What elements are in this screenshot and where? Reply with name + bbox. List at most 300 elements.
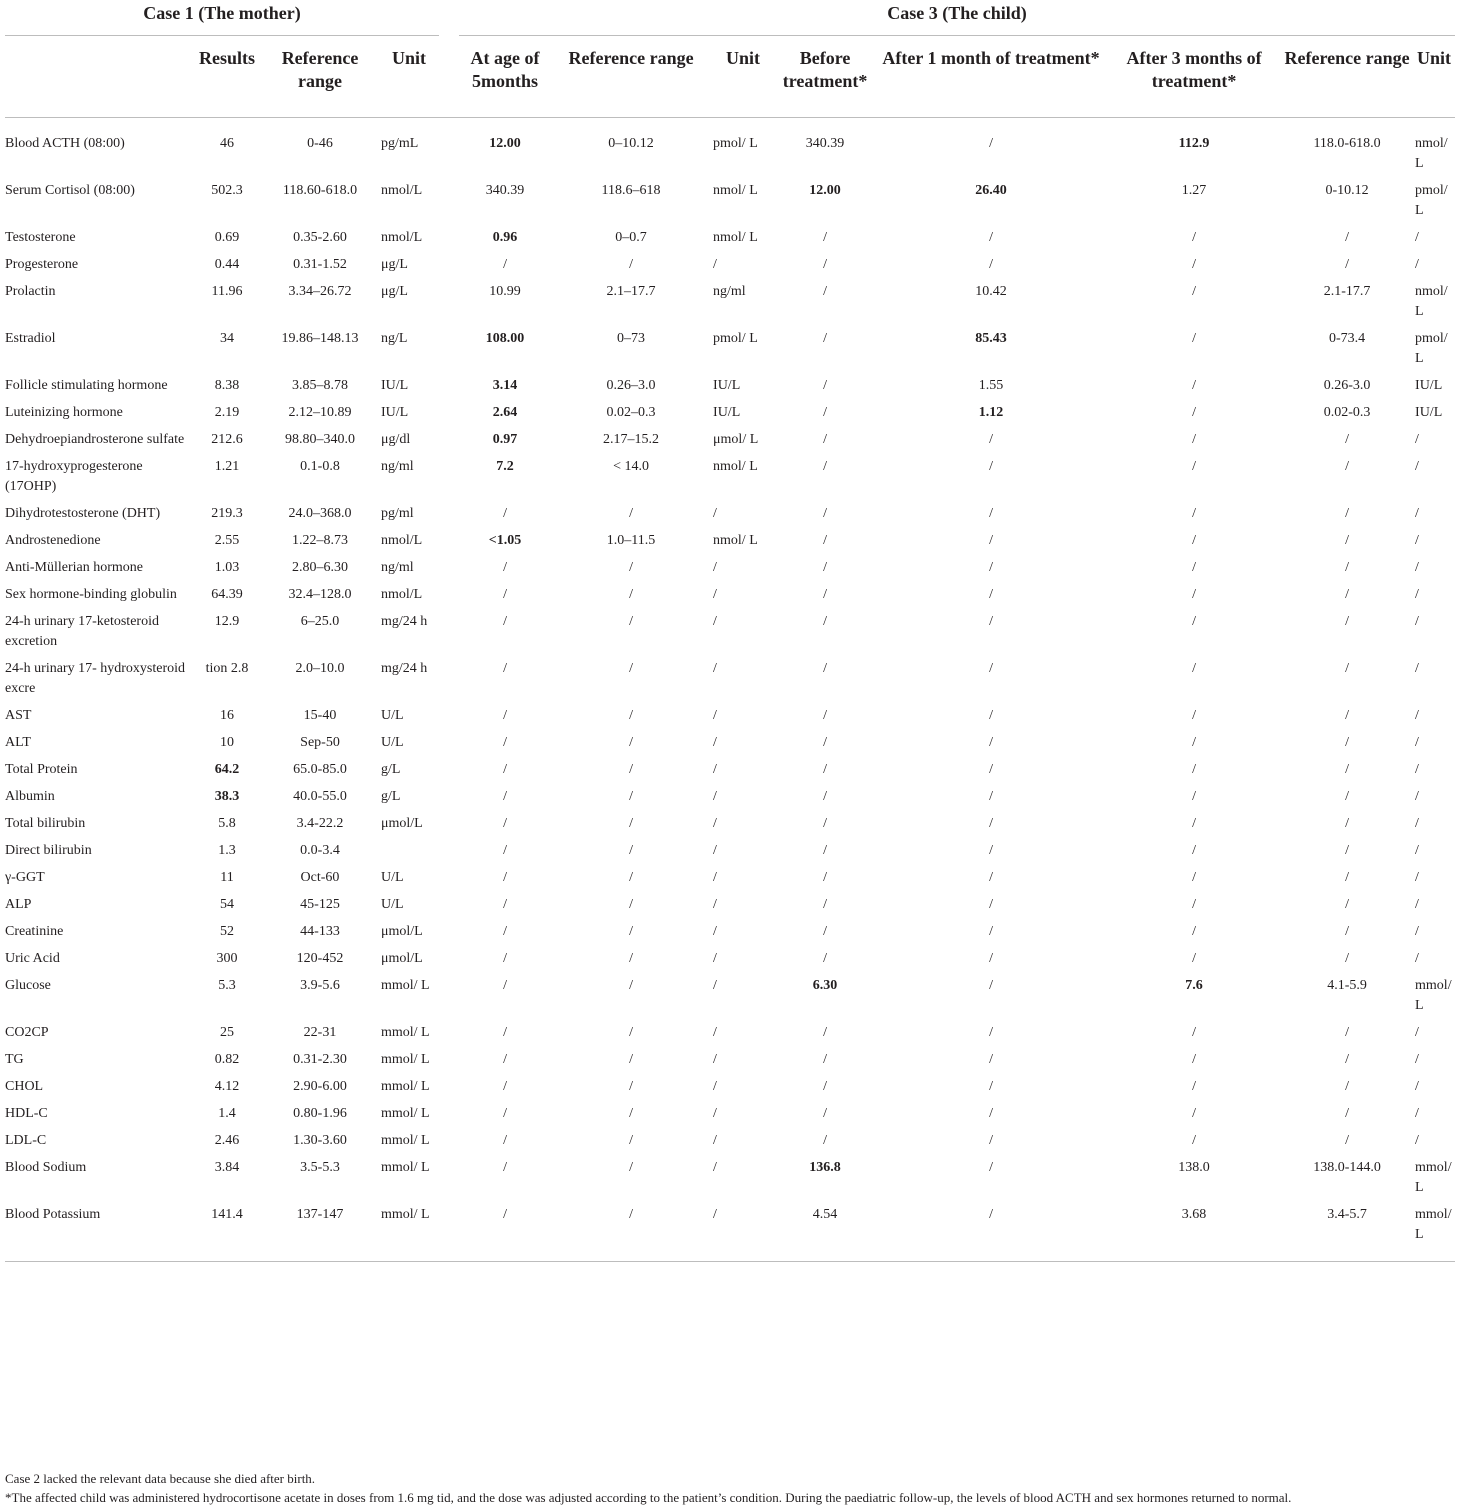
parameter-name: Testosterone bbox=[5, 230, 76, 245]
header-reference-range-treatment: Reference range bbox=[1281, 36, 1413, 118]
treatment-reference-range: / bbox=[1345, 533, 1349, 548]
treatment-reference-range: / bbox=[1345, 924, 1349, 939]
column-gap bbox=[439, 221, 459, 248]
reference-range: 19.86–148.13 bbox=[281, 331, 359, 346]
table-row bbox=[5, 1151, 1455, 1198]
after-3-months-value: / bbox=[1192, 661, 1196, 676]
after-3-months-value: / bbox=[1192, 1133, 1196, 1148]
treatment-reference-range: / bbox=[1345, 230, 1349, 245]
after-1-month-value: / bbox=[989, 1160, 993, 1175]
table-row bbox=[5, 118, 1455, 175]
header-reference-range-age: Reference range bbox=[551, 36, 711, 118]
after-3-months-value: / bbox=[1192, 816, 1196, 831]
reference-range: 3.85–8.78 bbox=[292, 378, 348, 393]
table-row bbox=[5, 174, 1455, 221]
after-1-month-value: / bbox=[989, 978, 993, 993]
reference-range: 6–25.0 bbox=[300, 614, 340, 629]
header-after-3-months: After 3 months of treatment* bbox=[1107, 36, 1281, 118]
table-row bbox=[5, 578, 1455, 605]
treatment-unit: / bbox=[1415, 951, 1419, 966]
after-3-months-value: 112.9 bbox=[1178, 136, 1210, 151]
before-treatment-value: 6.30 bbox=[812, 978, 838, 993]
age-reference-range: 0–10.12 bbox=[608, 136, 654, 151]
after-1-month-value: / bbox=[989, 1025, 993, 1040]
age-unit: nmol/ L bbox=[713, 533, 758, 548]
unit bbox=[379, 834, 439, 861]
reference-range: 137-147 bbox=[261, 1198, 379, 1262]
age-reference-range: 2.17–15.2 bbox=[603, 432, 660, 447]
age-5months-value: / bbox=[503, 924, 507, 939]
header-gap bbox=[439, 36, 459, 118]
unit: nmol/L bbox=[381, 533, 423, 548]
table-row bbox=[5, 450, 1455, 497]
unit: μg/L bbox=[381, 257, 408, 272]
age-unit: / bbox=[713, 1079, 717, 1094]
column-gap bbox=[439, 524, 459, 551]
table-row bbox=[5, 275, 1455, 322]
age-unit: / bbox=[713, 257, 717, 272]
age-unit: / bbox=[713, 708, 717, 723]
reference-range: 0-46 bbox=[307, 136, 333, 151]
result: 5.3 bbox=[218, 978, 236, 993]
reference-range: 0.31-1.52 bbox=[293, 257, 347, 272]
age-5months-value: / bbox=[503, 1160, 507, 1175]
age-reference-range: / bbox=[629, 506, 633, 521]
case3-caption: Case 3 (The child) bbox=[459, 0, 1455, 36]
treatment-unit: / bbox=[1415, 897, 1419, 912]
after-1-month-value: / bbox=[989, 560, 993, 575]
after-1-month-value: / bbox=[989, 1052, 993, 1067]
result: 0.69 bbox=[214, 230, 240, 245]
parameter-name: Creatinine bbox=[5, 924, 64, 939]
age-reference-range: / bbox=[629, 789, 633, 804]
parameter-name: 24-h urinary 17- hydroxysteroid excre bbox=[5, 661, 186, 696]
treatment-unit: / bbox=[1415, 560, 1419, 575]
treatment-reference-range: / bbox=[1345, 951, 1349, 966]
age-5months-value: / bbox=[459, 1198, 551, 1262]
treatment-unit: / bbox=[1415, 614, 1419, 629]
age-5months-value: / bbox=[503, 870, 507, 885]
header-parameter bbox=[5, 36, 193, 118]
parameter-name: HDL-C bbox=[5, 1106, 48, 1121]
before-treatment-value: / bbox=[823, 816, 827, 831]
treatment-unit: / bbox=[1415, 870, 1419, 885]
after-3-months-value: / bbox=[1192, 951, 1196, 966]
age-unit: / bbox=[713, 560, 717, 575]
unit: ng/ml bbox=[381, 459, 414, 474]
before-treatment-value: / bbox=[823, 533, 827, 548]
table-row bbox=[5, 807, 1455, 834]
age-reference-range: 0.02–0.3 bbox=[606, 405, 656, 420]
treatment-reference-range: 0.02-0.3 bbox=[1323, 405, 1371, 420]
unit: μmol/L bbox=[381, 951, 423, 966]
before-treatment-value: / bbox=[823, 230, 827, 245]
column-gap bbox=[439, 807, 459, 834]
result: 1.21 bbox=[214, 459, 240, 474]
footnote-case2: Case 2 lacked the relevant data because she died after birth. bbox=[5, 1471, 316, 1486]
result: 46 bbox=[220, 136, 234, 151]
age-unit: / bbox=[713, 870, 717, 885]
column-gap bbox=[439, 1151, 459, 1198]
header-unit-case1: Unit bbox=[379, 36, 439, 118]
result: 64.2 bbox=[214, 762, 240, 777]
age-5months-value: / bbox=[503, 708, 507, 723]
age-reference-range: / bbox=[629, 661, 633, 676]
table-row bbox=[5, 221, 1455, 248]
before-treatment-value: / bbox=[823, 432, 827, 447]
header-before-treatment: Before treatment* bbox=[775, 36, 875, 118]
result: 4.12 bbox=[214, 1079, 240, 1094]
treatment-reference-range: / bbox=[1345, 614, 1349, 629]
table-row bbox=[5, 942, 1455, 969]
parameter-name: Blood Sodium bbox=[5, 1160, 87, 1175]
result: 11.96 bbox=[211, 284, 243, 299]
after-3-months-value: / bbox=[1192, 405, 1196, 420]
treatment-unit: / bbox=[1415, 924, 1419, 939]
result: 64.39 bbox=[211, 587, 243, 602]
unit: μmol/L bbox=[381, 816, 423, 831]
treatment-unit: IU/L bbox=[1415, 405, 1443, 420]
treatment-reference-range: / bbox=[1345, 1052, 1349, 1067]
table-row bbox=[5, 322, 1455, 369]
age-unit: IU/L bbox=[713, 378, 741, 393]
treatment-unit: pmol/ L bbox=[1415, 331, 1448, 366]
parameter-name: Follicle stimulating hormone bbox=[5, 378, 168, 393]
treatment-unit: pmol/ L bbox=[1415, 183, 1448, 218]
reference-range: 44-133 bbox=[300, 924, 340, 939]
before-treatment-value: / bbox=[823, 870, 827, 885]
age-5months-value: / bbox=[503, 978, 507, 993]
treatment-reference-range: 4.1-5.9 bbox=[1327, 978, 1367, 993]
after-3-months-value: / bbox=[1192, 1106, 1196, 1121]
age-unit: / bbox=[713, 614, 717, 629]
treatment-reference-range: 138.0-144.0 bbox=[1313, 1160, 1381, 1175]
result: 141.4 bbox=[193, 1198, 261, 1262]
header-reference-range-case1: Reference range bbox=[261, 36, 379, 118]
age-unit: / bbox=[713, 789, 717, 804]
treatment-reference-range: / bbox=[1345, 560, 1349, 575]
unit: mmol/ L bbox=[381, 1133, 430, 1148]
age-reference-range: 0–0.7 bbox=[615, 230, 647, 245]
after-1-month-value: / bbox=[989, 708, 993, 723]
age-unit: / bbox=[711, 1198, 775, 1262]
reference-range: 3.34–26.72 bbox=[288, 284, 352, 299]
column-gap bbox=[439, 605, 459, 652]
after-1-month-value: / bbox=[989, 843, 993, 858]
before-treatment-value: / bbox=[823, 951, 827, 966]
after-1-month-value: / bbox=[875, 1198, 1107, 1262]
treatment-unit: / bbox=[1415, 257, 1419, 272]
result: 16 bbox=[220, 708, 234, 723]
age-5months-value: / bbox=[503, 1106, 507, 1121]
unit: mmol/ L bbox=[381, 978, 430, 993]
after-1-month-value: / bbox=[989, 459, 993, 474]
column-gap bbox=[439, 942, 459, 969]
parameter-name: LDL-C bbox=[5, 1133, 47, 1148]
table-row bbox=[5, 1070, 1455, 1097]
unit: mmol/ L bbox=[381, 1106, 430, 1121]
parameter-name: Dihydrotestosterone (DHT) bbox=[5, 506, 161, 521]
age-reference-range: / bbox=[629, 560, 633, 575]
age-unit: pmol/ L bbox=[713, 136, 758, 151]
parameter-name: γ-GGT bbox=[5, 870, 45, 885]
after-1-month-value: / bbox=[989, 870, 993, 885]
age-reference-range: / bbox=[629, 1025, 633, 1040]
table-row bbox=[5, 1124, 1455, 1151]
column-gap bbox=[439, 275, 459, 322]
age-5months-value: / bbox=[503, 506, 507, 521]
unit: nmol/L bbox=[381, 587, 423, 602]
age-5months-value: 2.64 bbox=[492, 405, 518, 420]
after-1-month-value: 85.43 bbox=[975, 331, 1007, 346]
before-treatment-value: / bbox=[823, 1079, 827, 1094]
age-unit: / bbox=[713, 1025, 717, 1040]
age-reference-range: 2.1–17.7 bbox=[606, 284, 656, 299]
reference-range: 2.12–10.89 bbox=[288, 405, 352, 420]
treatment-unit: / bbox=[1415, 816, 1419, 831]
after-3-months-value: / bbox=[1192, 897, 1196, 912]
unit: ng/ml bbox=[381, 560, 414, 575]
treatment-unit: / bbox=[1415, 789, 1419, 804]
after-1-month-value: / bbox=[989, 614, 993, 629]
after-1-month-value: / bbox=[989, 661, 993, 676]
before-treatment-value: / bbox=[823, 378, 827, 393]
treatment-unit: nmol/ L bbox=[1415, 284, 1448, 319]
unit: μg/L bbox=[381, 284, 408, 299]
table-row bbox=[5, 915, 1455, 942]
age-reference-range: / bbox=[629, 951, 633, 966]
age-5months-value: / bbox=[503, 560, 507, 575]
table-row bbox=[5, 1097, 1455, 1124]
before-treatment-value: / bbox=[823, 735, 827, 750]
age-5months-value: 3.14 bbox=[492, 378, 518, 393]
parameter-name: Anti-Müllerian hormone bbox=[5, 560, 144, 575]
column-gap bbox=[439, 1124, 459, 1151]
result: 10 bbox=[220, 735, 234, 750]
table-row bbox=[5, 969, 1455, 1016]
unit: pg/mL bbox=[381, 136, 419, 151]
treatment-reference-range: 0-10.12 bbox=[1325, 183, 1369, 198]
after-3-months-value: / bbox=[1192, 587, 1196, 602]
result: 219.3 bbox=[211, 506, 243, 521]
after-3-months-value: 3.68 bbox=[1107, 1198, 1281, 1262]
treatment-unit: IU/L bbox=[1415, 378, 1443, 393]
after-1-month-value: / bbox=[989, 1133, 993, 1148]
reference-range: 40.0-55.0 bbox=[293, 789, 347, 804]
treatment-unit: / bbox=[1415, 1106, 1419, 1121]
age-5months-value: 0.96 bbox=[492, 230, 518, 245]
age-reference-range: / bbox=[629, 1160, 633, 1175]
age-5months-value: 10.99 bbox=[489, 284, 521, 299]
after-3-months-value: / bbox=[1192, 735, 1196, 750]
after-1-month-value: / bbox=[989, 432, 993, 447]
parameter-name: Sex hormone-binding globulin bbox=[5, 587, 177, 602]
age-5months-value: / bbox=[503, 843, 507, 858]
after-3-months-value: / bbox=[1192, 459, 1196, 474]
before-treatment-value: / bbox=[823, 1052, 827, 1067]
treatment-unit: mmol/ L bbox=[1413, 1198, 1455, 1262]
after-1-month-value: 1.12 bbox=[978, 405, 1004, 420]
column-gap bbox=[439, 915, 459, 942]
age-unit: / bbox=[713, 897, 717, 912]
header-after-1-month: After 1 month of treatment* bbox=[875, 36, 1107, 118]
column-gap bbox=[439, 551, 459, 578]
result: 52 bbox=[220, 924, 234, 939]
column-gap bbox=[439, 322, 459, 369]
reference-range: 0.1-0.8 bbox=[300, 459, 340, 474]
age-unit: / bbox=[713, 1052, 717, 1067]
age-5months-value: 108.00 bbox=[485, 331, 525, 346]
unit: μmol/L bbox=[381, 924, 423, 939]
age-reference-range: / bbox=[629, 870, 633, 885]
treatment-unit: / bbox=[1415, 1052, 1419, 1067]
treatment-unit: / bbox=[1415, 459, 1419, 474]
treatment-reference-range: / bbox=[1345, 789, 1349, 804]
treatment-unit: mmol/ L bbox=[1415, 978, 1452, 1013]
age-reference-range: / bbox=[629, 897, 633, 912]
table-row bbox=[5, 369, 1455, 396]
result: 1.4 bbox=[218, 1106, 236, 1121]
treatment-unit: / bbox=[1415, 533, 1419, 548]
caption-row bbox=[5, 0, 1455, 36]
after-3-months-value: / bbox=[1192, 762, 1196, 777]
treatment-unit: / bbox=[1415, 661, 1419, 676]
header-results: Results bbox=[193, 36, 261, 118]
result: 1.03 bbox=[214, 560, 240, 575]
treatment-unit: nmol/ L bbox=[1415, 136, 1448, 171]
header-unit-treatment: Unit bbox=[1413, 36, 1455, 118]
age-5months-value: / bbox=[503, 257, 507, 272]
age-unit: / bbox=[713, 816, 717, 831]
before-treatment-value: / bbox=[823, 708, 827, 723]
age-unit: / bbox=[713, 661, 717, 676]
age-5months-value: / bbox=[503, 897, 507, 912]
column-gap bbox=[439, 369, 459, 396]
parameter-name: Albumin bbox=[5, 789, 55, 804]
before-treatment-value: / bbox=[823, 1106, 827, 1121]
table-row bbox=[5, 699, 1455, 726]
case1-caption: Case 1 (The mother) bbox=[5, 0, 439, 36]
before-treatment-value: / bbox=[823, 459, 827, 474]
after-3-months-value: / bbox=[1192, 230, 1196, 245]
age-unit: / bbox=[713, 735, 717, 750]
header-at-age-5months: At age of 5months bbox=[459, 36, 551, 118]
result: 1.3 bbox=[218, 843, 236, 858]
after-1-month-value: / bbox=[989, 735, 993, 750]
unit: ng/L bbox=[381, 331, 408, 346]
result: 38.3 bbox=[214, 789, 240, 804]
parameter-name: Serum Cortisol (08:00) bbox=[5, 183, 135, 198]
age-unit: / bbox=[713, 978, 717, 993]
reference-range: 65.0-85.0 bbox=[293, 762, 347, 777]
age-5months-value: <1.05 bbox=[488, 533, 522, 548]
age-unit: μmol/ L bbox=[713, 432, 759, 447]
result: 300 bbox=[216, 951, 238, 966]
before-treatment-value: / bbox=[823, 1133, 827, 1148]
treatment-unit: / bbox=[1415, 1079, 1419, 1094]
parameter-name: TG bbox=[5, 1052, 24, 1067]
treatment-reference-range: / bbox=[1345, 257, 1349, 272]
age-unit: / bbox=[713, 1133, 717, 1148]
unit: mmol/ L bbox=[381, 1025, 430, 1040]
unit: nmol/L bbox=[381, 230, 423, 245]
after-1-month-value: / bbox=[989, 533, 993, 548]
before-treatment-value: / bbox=[823, 560, 827, 575]
column-gap bbox=[439, 652, 459, 699]
column-gap bbox=[439, 174, 459, 221]
column-gap bbox=[439, 396, 459, 423]
treatment-reference-range: / bbox=[1345, 843, 1349, 858]
reference-range: 120-452 bbox=[296, 951, 344, 966]
result: 0.44 bbox=[214, 257, 240, 272]
table-row bbox=[5, 753, 1455, 780]
treatment-unit: / bbox=[1415, 762, 1419, 777]
table-row bbox=[5, 834, 1455, 861]
reference-range: 45-125 bbox=[300, 897, 340, 912]
header-unit-age: Unit bbox=[711, 36, 775, 118]
after-3-months-value: / bbox=[1192, 432, 1196, 447]
parameter-name: AST bbox=[5, 708, 32, 723]
treatment-reference-range: / bbox=[1345, 816, 1349, 831]
unit: mg/24 h bbox=[381, 661, 428, 676]
age-5months-value: / bbox=[503, 1079, 507, 1094]
parameter-name: ALT bbox=[5, 735, 31, 750]
before-treatment-value: / bbox=[823, 257, 827, 272]
treatment-reference-range: 118.0-618.0 bbox=[1313, 136, 1381, 151]
unit: IU/L bbox=[381, 405, 409, 420]
before-treatment-value: / bbox=[823, 614, 827, 629]
after-3-months-value: / bbox=[1192, 708, 1196, 723]
after-3-months-value: / bbox=[1192, 257, 1196, 272]
age-5months-value: / bbox=[503, 1025, 507, 1040]
age-unit: / bbox=[713, 1106, 717, 1121]
treatment-reference-range: / bbox=[1345, 432, 1349, 447]
after-3-months-value: / bbox=[1192, 331, 1196, 346]
reference-range: 32.4–128.0 bbox=[288, 587, 352, 602]
treatment-reference-range: / bbox=[1345, 870, 1349, 885]
column-gap bbox=[439, 1097, 459, 1124]
result: tion 2.8 bbox=[205, 661, 249, 676]
age-reference-range: / bbox=[629, 924, 633, 939]
age-reference-range: 1.0–11.5 bbox=[606, 533, 656, 548]
parameter-name: 24-h urinary 17-ketosteroid excretion bbox=[5, 614, 159, 649]
age-5months-value: 0.97 bbox=[492, 432, 518, 447]
after-3-months-value: 138.0 bbox=[1178, 1160, 1210, 1175]
treatment-reference-range: 3.4-5.7 bbox=[1281, 1198, 1413, 1262]
parameter-name: Blood ACTH (08:00) bbox=[5, 136, 125, 151]
reference-range: 15-40 bbox=[303, 708, 337, 723]
unit: nmol/L bbox=[381, 183, 423, 198]
column-gap bbox=[439, 423, 459, 450]
after-1-month-value: / bbox=[989, 897, 993, 912]
after-3-months-value: / bbox=[1192, 506, 1196, 521]
treatment-unit: / bbox=[1415, 708, 1419, 723]
parameter-name: ALP bbox=[5, 897, 32, 912]
parameter-name: Blood Potassium bbox=[5, 1198, 193, 1262]
parameter-name: Direct bilirubin bbox=[5, 843, 92, 858]
lab-results-table bbox=[5, 0, 1455, 1262]
age-reference-range: 118.6–618 bbox=[601, 183, 661, 198]
before-treatment-value: / bbox=[823, 897, 827, 912]
age-5months-value: 12.00 bbox=[489, 136, 521, 151]
table-row bbox=[5, 861, 1455, 888]
reference-range: 2.90-6.00 bbox=[293, 1079, 347, 1094]
age-reference-range: / bbox=[629, 735, 633, 750]
treatment-reference-range: 0-73.4 bbox=[1328, 331, 1366, 346]
reference-range: 0.0-3.4 bbox=[300, 843, 340, 858]
column-gap bbox=[439, 753, 459, 780]
column-gap bbox=[439, 699, 459, 726]
